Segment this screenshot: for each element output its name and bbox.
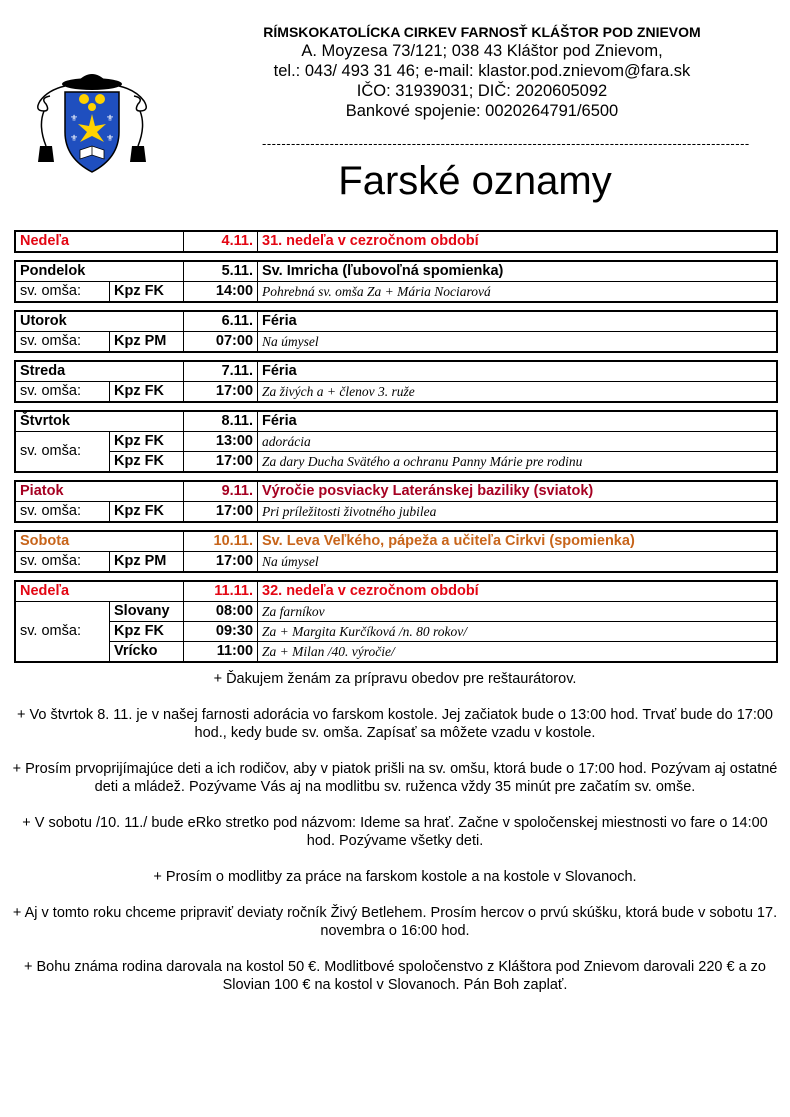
day-block-saturday xyxy=(15,531,777,572)
announcement: + Vo štvrtok 8. 11. je v našej farnosti adorácia vo farskom kostole. Jej začiatok bude o 13:00 hod. Trvať bude do 17:00 hod., kedy bude sv. omša. Zapísať sa môžete vzadu v kostole. xyxy=(17,707,773,741)
day-header-row xyxy=(16,582,777,602)
mass-time: 07:00 xyxy=(184,332,258,352)
day-date: 6.11. xyxy=(184,312,258,332)
svg-text:⚜: ⚜ xyxy=(70,134,79,144)
day-feast: Féria xyxy=(258,312,777,332)
day-block-monday xyxy=(15,261,777,302)
mass-intention: Za farníkov xyxy=(258,602,777,622)
day-feast: Sv. Imricha (ľubovoľná spomienka) xyxy=(258,262,777,282)
mass-time: 08:00 xyxy=(184,602,258,622)
day-feast: 31. nedeľa v cezročnom období xyxy=(258,232,777,252)
day-header-row xyxy=(16,232,777,252)
mass-row xyxy=(16,282,777,302)
mass-intention: adorácia xyxy=(258,432,777,452)
day-name: Nedeľa xyxy=(16,582,184,602)
day-header-row xyxy=(16,312,777,332)
mass-label: sv. omša: xyxy=(16,552,110,572)
day-feast: Výročie posviacky Lateránskej baziliky (sviatok) xyxy=(258,482,777,502)
mass-place: Kpz FK xyxy=(110,432,184,452)
announcement: + Prosím prvoprijímajúce deti a ich rodičov, aby v piatok prišli na sv. omšu, ktorá bude o 17:00 hod. Pozývam aj ostatné deti a mládež. Pozývame Vás aj na modlitbu sv. ruženca vždy 35 minút pre začatím sv. omše. xyxy=(12,761,778,795)
parish-ids: IČO: 31939031; DIČ: 2020605092 xyxy=(356,82,608,100)
mass-place: Kpz PM xyxy=(110,332,184,352)
page-title: Farské oznamy xyxy=(338,159,612,203)
day-name: Streda xyxy=(16,362,184,382)
mass-time: 17:00 xyxy=(184,452,258,472)
mass-row xyxy=(16,452,777,472)
mass-intention: Pri príležitosti životného jubilea xyxy=(258,502,777,522)
parish-coat-of-arms-icon xyxy=(30,66,160,176)
day-name: Utorok xyxy=(16,312,184,332)
parish-address: A. Moyzesa 73/121; 038 43 Kláštor pod Znievom, xyxy=(301,42,663,60)
day-block-friday xyxy=(15,481,777,522)
day-date: 10.11. xyxy=(184,532,258,552)
mass-row xyxy=(16,382,777,402)
mass-time: 13:00 xyxy=(184,432,258,452)
mass-row xyxy=(16,332,777,352)
mass-label: sv. omša: xyxy=(16,502,110,522)
mass-label: sv. omša: xyxy=(16,432,110,472)
mass-intention: Za + Milan /40. výročie/ xyxy=(258,642,777,662)
day-header-row xyxy=(16,362,777,382)
day-date: 11.11. xyxy=(184,582,258,602)
day-header-row xyxy=(16,482,777,502)
day-name: Sobota xyxy=(16,532,184,552)
mass-row xyxy=(16,432,777,452)
mass-intention: Za živých a + členov 3. ruže xyxy=(258,382,777,402)
day-name: Nedeľa xyxy=(16,232,184,252)
mass-row xyxy=(16,502,777,522)
day-block-sunday-11-11 xyxy=(15,581,777,662)
mass-place: Vrícko xyxy=(110,642,184,662)
mass-time: 09:30 xyxy=(184,622,258,642)
day-feast: Féria xyxy=(258,412,777,432)
mass-place: Kpz FK xyxy=(110,382,184,402)
parish-contact: tel.: 043/ 493 31 46; e-mail: klastor.pod.znievom@fara.sk xyxy=(273,62,691,80)
day-block-sunday-4-11 xyxy=(15,231,777,252)
mass-place: Kpz FK xyxy=(110,452,184,472)
mass-intention: Na úmysel xyxy=(258,552,777,572)
mass-row xyxy=(16,602,777,622)
day-block-tuesday xyxy=(15,311,777,352)
announcement: + Ďakujem ženám za prípravu obedov pre reštaurátorov. xyxy=(213,671,577,687)
mass-intention: Na úmysel xyxy=(258,332,777,352)
day-feast: Féria xyxy=(258,362,777,382)
announcement: + V sobotu /10. 11./ bude eRko stretko pod názvom: Ideme sa hrať. Začne v spoločenskej miestnosti vo fare o 14:00 hod. Pozývame všetky deti. xyxy=(22,815,768,849)
day-date: 5.11. xyxy=(184,262,258,282)
mass-time: 17:00 xyxy=(184,502,258,522)
parish-name: RÍMSKOKATOLÍCKA CIRKEV FARNOSŤ KLÁŠTOR POD ZNIEVOM xyxy=(263,24,701,40)
mass-place: Kpz PM xyxy=(110,552,184,572)
svg-text:⚜: ⚜ xyxy=(70,114,79,124)
day-header-row xyxy=(16,412,777,432)
day-date: 7.11. xyxy=(184,362,258,382)
svg-text:⚜: ⚜ xyxy=(106,114,115,124)
mass-time: 11:00 xyxy=(184,642,258,662)
day-header-row xyxy=(16,532,777,552)
day-date: 9.11. xyxy=(184,482,258,502)
day-block-thursday xyxy=(15,411,777,472)
mass-label: sv. omša: xyxy=(16,382,110,402)
mass-row xyxy=(16,622,777,642)
day-name: Piatok xyxy=(16,482,184,502)
announcement: + Bohu známa rodina darovala na kostol 50 €. Modlitbové spoločenstvo z Kláštora pod Znievom darovali 220 € a zo Slovian 100 € na kostol v Slovanoch. Pán Boh zaplať. xyxy=(24,959,766,993)
day-name: Štvrtok xyxy=(16,412,184,432)
mass-place: Kpz FK xyxy=(110,502,184,522)
mass-label: sv. omša: xyxy=(16,282,110,302)
mass-place: Kpz FK xyxy=(110,622,184,642)
announcements xyxy=(12,670,778,1012)
parish-header xyxy=(222,24,742,121)
mass-intention: Pohrebná sv. omša Za + Mária Nociarová xyxy=(258,282,777,302)
svg-text:⚜: ⚜ xyxy=(106,134,115,144)
day-date: 4.11. xyxy=(184,232,258,252)
mass-row xyxy=(16,642,777,662)
day-block-wednesday xyxy=(15,361,777,402)
mass-place: Slovany xyxy=(110,602,184,622)
mass-intention: Za + Margita Kurčíková /n. 80 rokov/ xyxy=(258,622,777,642)
announcement: + Aj v tomto roku chceme pripraviť deviaty ročník Živý Betlehem. Prosím hercov o prvú skúšku, ktorá bude v sobotu 17. novembra o 16:00 hod. xyxy=(12,905,778,939)
day-feast: 32. nedeľa v cezročnom období xyxy=(258,582,777,602)
day-date: 8.11. xyxy=(184,412,258,432)
parish-bank: Bankové spojenie: 0020264791/6500 xyxy=(345,102,619,120)
mass-time: 17:00 xyxy=(184,382,258,402)
mass-time: 14:00 xyxy=(184,282,258,302)
header-separator: ----------------------------------------------------------------------------------------------------- xyxy=(262,136,750,151)
day-header-row xyxy=(16,262,777,282)
day-name: Pondelok xyxy=(16,262,184,282)
mass-label: sv. omša: xyxy=(16,332,110,352)
mass-row xyxy=(16,552,777,572)
mass-time: 17:00 xyxy=(184,552,258,572)
mass-label: sv. omša: xyxy=(16,602,110,662)
announcement: + Prosím o modlitby za práce na farskom kostole a na kostole v Slovanoch. xyxy=(153,869,637,885)
mass-intention: Za dary Ducha Svätého a ochranu Panny Márie pre rodinu xyxy=(258,452,777,472)
day-feast: Sv. Leva Veľkého, pápeža a učiteľa Cirkvi (spomienka) xyxy=(258,532,777,552)
mass-place: Kpz FK xyxy=(110,282,184,302)
